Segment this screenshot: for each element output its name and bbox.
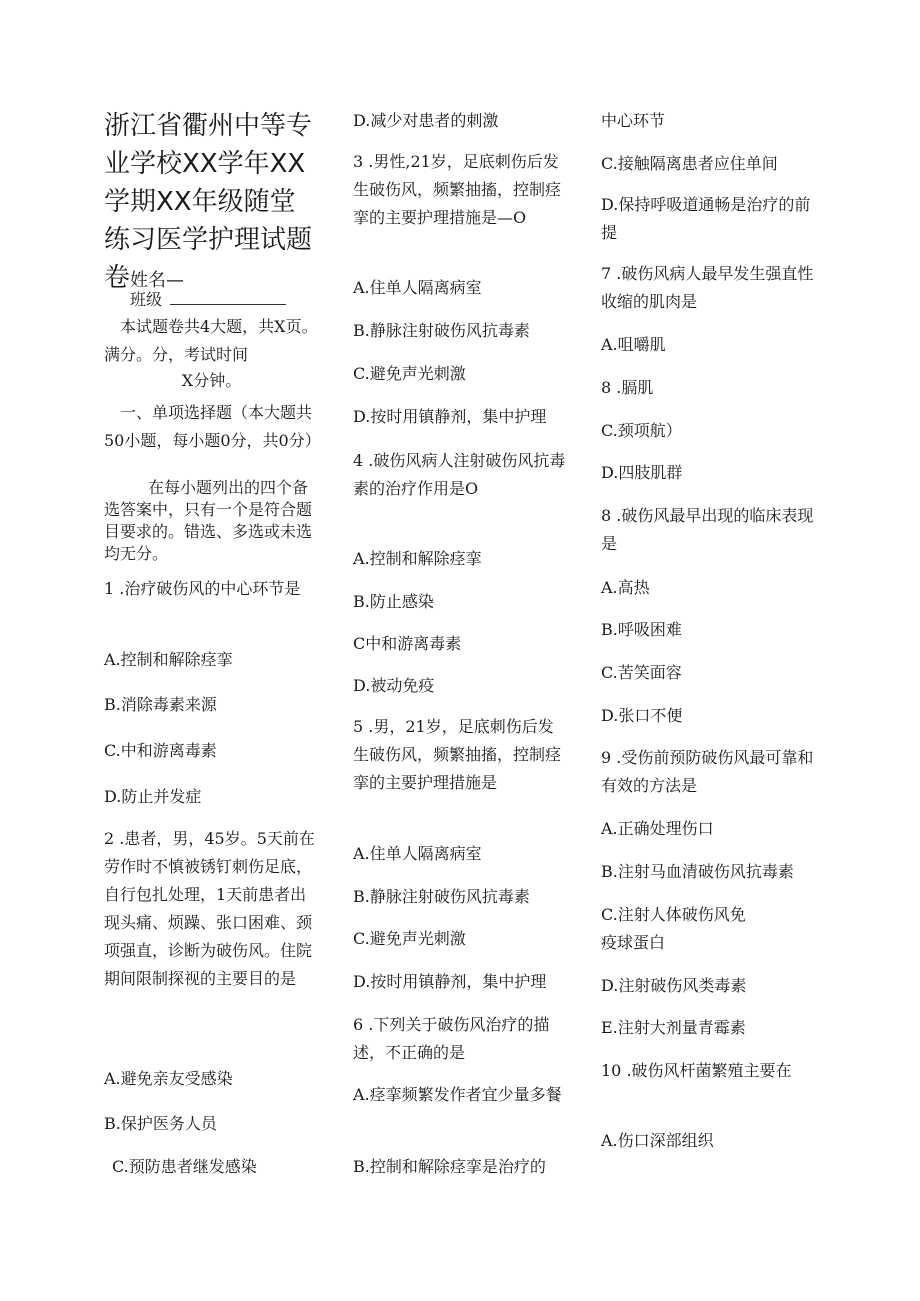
exam-title-block	[104, 107, 319, 300]
q9-option-b: B.注射马血清破伤风抗毒素	[601, 862, 794, 881]
question-3: 3 .男性,21岁，足底刺伤后发生破伤风，频繁抽搐，控制痉挛的主要护理措施是—O	[353, 152, 562, 227]
q3-option-a: A.住单人隔离病室	[353, 278, 482, 297]
question-6: 6 .下列关于破伤风治疗的描述，不正确的是	[353, 1015, 550, 1062]
q2-option-b: B.保护医务人员	[104, 1114, 217, 1133]
q10-option-a: A.伤口深部组织	[601, 1131, 714, 1150]
q6-option-b: B.控制和解除痉挛是治疗的	[353, 1157, 546, 1176]
q4-option-b: B.防止感染	[353, 592, 434, 611]
question-4: 4 .破伤风病人注射破伤风抗毒素的治疗作用是O	[353, 451, 566, 498]
section-heading: 一、单项选择题（本大题共50小题，每小题0分，共0分）	[104, 403, 321, 450]
q2-option-a: A.避免亲友受感染	[104, 1069, 233, 1088]
q9-option-c: C.注射人体破伤风免疫球蛋白	[601, 905, 746, 952]
q4-option-d: D.被动免疫	[353, 676, 435, 695]
q8-option-d: D.张口不便	[601, 706, 683, 725]
q8-option-b: B.呼吸困难	[601, 620, 682, 639]
q8-option-a: A.高热	[601, 578, 650, 597]
q6-option-a: A.痉挛频繁发作者宜少量多餐	[353, 1085, 562, 1104]
q3-option-b: B.静脉注射破伤风抗毒素	[353, 321, 530, 340]
q6-option-d: D.保持呼吸道通畅是治疗的前提	[601, 195, 811, 242]
q2-option-d: D.减少对患者的刺激	[353, 111, 499, 130]
q1-option-a: A.控制和解除痉挛	[104, 650, 233, 669]
q1-option-c: C.中和游离毒素	[104, 741, 217, 760]
question-8: 8 .破伤风最早出现的临床表现是	[601, 506, 814, 553]
class-blank[interactable]	[170, 303, 286, 305]
question-7: 7 .破伤风病人最早发生强直性收缩的肌肉是	[601, 264, 814, 311]
q2-option-c: C.预防患者继发感染	[112, 1157, 257, 1176]
q7-option-a: A.咀嚼肌	[601, 335, 666, 354]
q1-option-d: D.防止并发症	[104, 787, 202, 806]
question-10: 10 .破伤风杆菌繁殖主要在	[601, 1061, 792, 1080]
q6-option-c: C.接触隔离患者应住单间	[601, 154, 778, 173]
q7-option-b: 8 .膈肌	[601, 378, 654, 397]
q5-option-c: C.避免声光刺激	[353, 929, 466, 948]
q5-option-b: B.静脉注射破伤风抗毒素	[353, 887, 530, 906]
q1-option-b: B.消除毒素来源	[104, 695, 217, 714]
question-9: 9 .受伤前预防破伤风最可靠和有效的方法是	[601, 748, 814, 795]
q7-option-d: D.四肢肌群	[601, 463, 683, 482]
section-instruction: 在每小题列出的四个备选答案中，只有一个是符合题目要求的。错选、多选或未选均无分。	[104, 478, 313, 563]
q4-option-c: C中和游离毒素	[353, 634, 462, 653]
q5-option-a: A.住单人隔离病室	[353, 844, 482, 863]
q7-option-c: C.颈项航）	[601, 421, 682, 440]
q3-option-c: C.避免声光刺激	[353, 364, 466, 383]
q5-option-d: D.按时用镇静剂，集中护理	[353, 972, 547, 991]
exam-title: 浙江省衢州中等专业学校XX学年XX学期XX年级随堂练习医学护理试题卷	[104, 111, 313, 293]
q9-option-e: E.注射大剂量青霉素	[601, 1018, 746, 1037]
question-1: 1 .治疗破伤风的中心环节是	[104, 579, 301, 598]
exam-meta: 本试题卷共4大题，共X页。满分。分，考试时间	[104, 317, 318, 364]
q9-option-a: A.正确处理伤口	[601, 819, 714, 838]
q9-option-d: D.注射破伤风类毒素	[601, 976, 747, 995]
question-2: 2 .患者，男，45岁。5天前在劳作时不慎被锈钉刺伤足底，自行包扎处理，1天前患者出现头痛、烦躁、张口困难、颈项强直，诊断为破伤风。住院期间限制探视的主要目的是	[104, 829, 315, 988]
q6-option-b-continued: 中心环节	[601, 111, 666, 130]
q4-option-a: A.控制和解除痉挛	[353, 549, 482, 568]
q3-option-d: D.按时用镇静剂，集中护理	[353, 407, 547, 426]
q8-option-c: C.苦笑面容	[601, 663, 682, 682]
class-label: 班级	[130, 290, 163, 309]
exam-time: X分钟。	[181, 371, 242, 390]
class-line	[104, 286, 319, 314]
name-label: 姓名—	[130, 270, 185, 291]
question-5: 5 .男，21岁，足底刺伤后发生破伤风，频繁抽搐，控制痉挛的主要护理措施是	[353, 717, 562, 792]
